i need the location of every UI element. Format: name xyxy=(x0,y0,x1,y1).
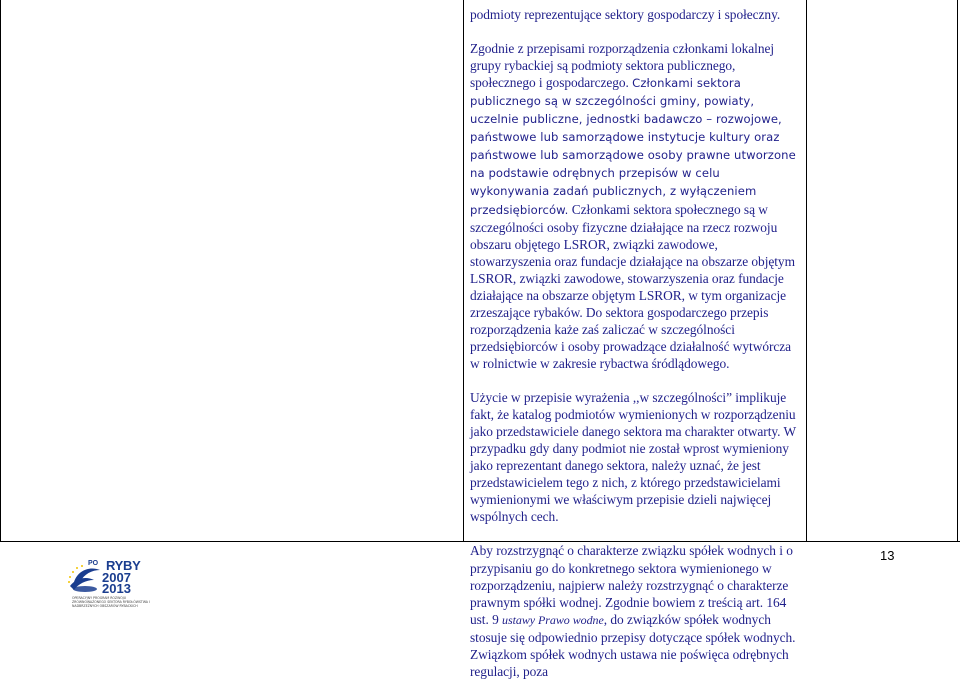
paragraph-2-social-economic: Członkami sektora społecznego są w szczególności osoby fizyczne działające na rzecz rozwoju obszaru objętego LSROR, związki zawodowe, stowarzyszenia oraz fundacje działające na obszarze objętym LSROR, związki zawodowe, stowarzyszenia oraz fundacje działające na obszarze objętym LSROR, w tym organizacje zrzeszające rybaków. Do sektora gospodarczego przepis rozporządzenia każe zaś zaliczać w szczególności przedsiębiorców i osoby prowadzące działalność wytwórcza w rolnictwie w zakresie rybactwa śródlądowego. xyxy=(470,201,795,371)
logo-ryby-text: RYBY xyxy=(106,558,141,573)
table-column-divider xyxy=(463,0,464,541)
paragraph-4-text-b: , do związków spółek wodnych stosuje się odpowiednio przepisy dotyczące spółek wodnych. Związkom spółek wodnych ustawa nie poświęca odrębnych regulacji, poza xyxy=(470,611,796,679)
paragraph-3-text: Użycie w przepisie wyrażenia ,,w szczególności” implikuje fakt, że katalog podmiotów wymienionych w rozporządzeniu jako przedstawiciele danego sektora ma charakter otwarty. W przypadku gdy dany podmiot nie został wprost wymieniony jako reprezentant danego sektora, należy uznać, że jest przedstawicielem tego z nich, z którego przedstawicielami wymienionymi we właściwym przepisie dzieli najwięcej wspólnych cech. xyxy=(470,390,796,525)
paragraph-2-intro: Zgodnie z przepisami rozporządzenia członkami lokalnej grupy rybackiej są podmioty sektora publicznego, społecznego i gospodarczego. xyxy=(470,41,775,91)
logo-po-text: PO xyxy=(88,560,99,567)
table-border-right xyxy=(957,0,958,541)
paragraph-2 xyxy=(470,40,800,372)
page-number: 13 xyxy=(880,548,895,563)
table-border-left xyxy=(0,0,1,541)
paragraph-2-public-sector: Członkami sektora publicznego są w szczególności gminy, powiaty, uczelnie publiczne, jednostki badawczo – rozwojowe, państwowe lub samorządowe instytucje kultury oraz państwowe lub samorządowe osoby prawne utworzone na podstawie odrębnych przepisów w celu wykonywania zadań publicznych, z wyłączeniem przedsiębiorców. xyxy=(470,76,796,217)
document-text-column xyxy=(470,6,800,697)
paragraph-4-citation: ustawy Prawo wodne xyxy=(502,612,604,627)
logo-year-end: 2013 xyxy=(102,581,131,596)
po-ryby-logo xyxy=(64,560,160,610)
logo-tagline: OPERACYJNY PROGRAM ROZWOJU ZRÓWNOWAŻONEGO SEKTORA RYBOŁÓWSTWA I NADBRZEŻNYCH OBSZARÓW RYBACKICH xyxy=(72,596,150,608)
paragraph-4-text-a: Aby rozstrzygnąć o charakterze związku spółek wodnych i o przypisaniu go do konkretnego sektora wymienionego w rozporządzeniu, najpierw należy rozstrzygnąć o charakterze prawnym spółki wodnej. Zgodnie bowiem z treścią art. 164 ust. 9 xyxy=(470,543,793,627)
paragraph-3 xyxy=(470,389,800,525)
logo-fish-icon xyxy=(73,586,97,592)
logo-year-start: 2007 xyxy=(102,570,131,585)
paragraph-1-text: podmioty reprezentujące sektory gospodarczy i społeczny. xyxy=(470,7,781,22)
paragraph-1 xyxy=(470,6,800,23)
paragraph-4 xyxy=(470,542,800,679)
table-column-divider xyxy=(806,0,807,541)
